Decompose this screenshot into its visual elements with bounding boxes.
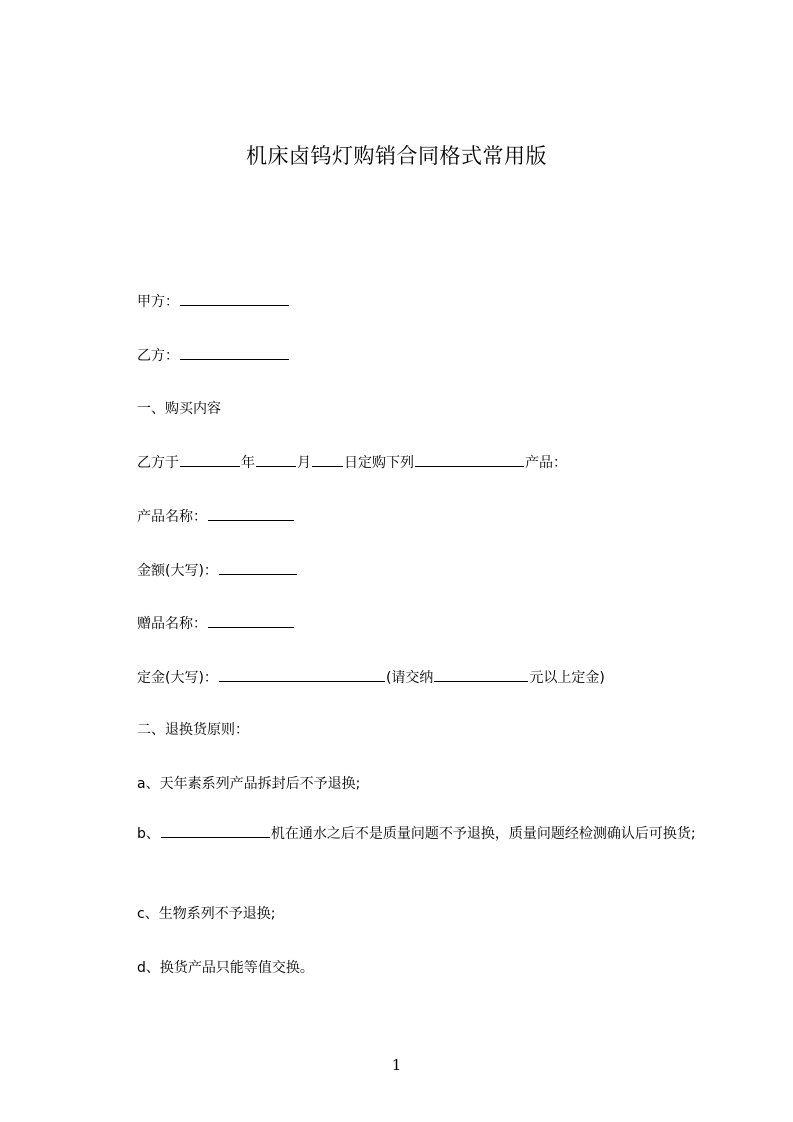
amount-label: 金额(大写)：: [137, 563, 218, 579]
year-label: 年: [241, 455, 255, 471]
party-b-line: [137, 345, 290, 366]
purchase-prefix: 乙方于: [137, 455, 179, 471]
section1-heading: 一、购买内容: [137, 401, 221, 417]
rule-b-blank: [161, 823, 270, 838]
party-a-blank: [180, 291, 289, 306]
product-blank: [415, 452, 524, 467]
party-b-blank: [180, 345, 289, 360]
rule-a: a、天年素系列产品拆封后不予退换;: [137, 776, 361, 792]
party-a-label: 甲方：: [137, 294, 179, 310]
deposit-amount-blank: [434, 667, 528, 682]
month-label: 月: [297, 455, 311, 471]
month-blank: [256, 452, 296, 467]
document-title: 机床卤钨灯购销合同格式常用版: [246, 144, 547, 168]
deposit-line: [137, 667, 605, 688]
gift-name-label: 赠品名称：: [137, 616, 207, 632]
gift-name-line: [137, 613, 295, 634]
deposit-middle: (请交纳: [385, 670, 434, 686]
product-name-line: [137, 506, 295, 527]
rule-b-text: 机在通水之后不是质量问题不予退换，质量问题经检测确认后可换货;: [270, 826, 696, 842]
rule-b-prefix: b、: [137, 826, 160, 842]
year-blank: [180, 452, 240, 467]
party-b-label: 乙方：: [137, 348, 179, 364]
day-text: 日定购下列: [344, 455, 414, 471]
deposit-label: 定金(大写)：: [137, 670, 218, 686]
amount-line: [137, 560, 298, 581]
rule-b: [105, 822, 715, 847]
amount-blank: [219, 560, 297, 575]
rule-d: d、换货产品只能等值交换。: [137, 960, 314, 976]
product-name-blank: [208, 506, 294, 521]
gift-name-blank: [208, 613, 294, 628]
section2-heading: 二、退换货原则：: [137, 722, 249, 738]
rule-c: c、生物系列不予退换;: [137, 906, 276, 922]
deposit-blank: [219, 667, 385, 682]
purchase-line: [137, 452, 567, 473]
product-name-label: 产品名称：: [137, 509, 207, 525]
deposit-suffix: 元以上定金): [529, 670, 605, 686]
party-a-line: [137, 291, 290, 312]
purchase-suffix: 产品：: [525, 455, 567, 471]
page-number: 1: [391, 1056, 402, 1074]
day-blank: [312, 452, 343, 467]
